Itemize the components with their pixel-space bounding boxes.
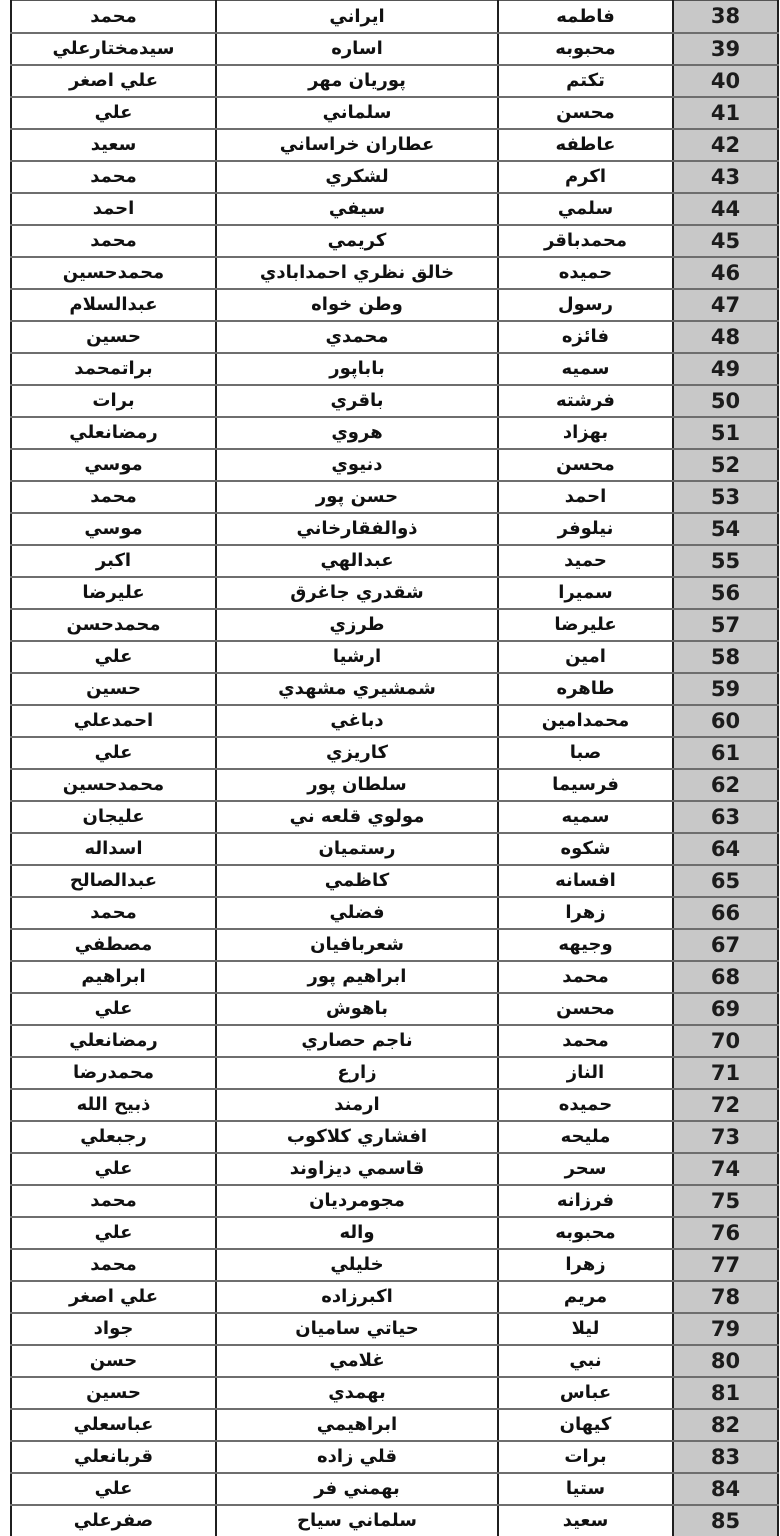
first-name-cell: احمد bbox=[498, 481, 673, 513]
first-name-cell: نيلوفر bbox=[498, 513, 673, 545]
last-name-cell: اساره bbox=[216, 33, 498, 65]
father-name-cell: اسداله bbox=[11, 833, 216, 865]
father-name-cell: حسين bbox=[11, 1377, 216, 1409]
table-row bbox=[11, 481, 778, 513]
first-name-cell: عليرضا bbox=[498, 609, 673, 641]
father-name-cell: جواد bbox=[11, 1313, 216, 1345]
first-name-cell: مليحه bbox=[498, 1121, 673, 1153]
last-name-cell: شمشيري مشهدي bbox=[216, 673, 498, 705]
row-number-cell: 84 bbox=[673, 1473, 778, 1505]
last-name-cell: خليلي bbox=[216, 1249, 498, 1281]
last-name-cell: طرزي bbox=[216, 609, 498, 641]
father-name-cell: محمد bbox=[11, 897, 216, 929]
father-name-cell: ذبيح الله bbox=[11, 1089, 216, 1121]
table-row bbox=[11, 1473, 778, 1505]
first-name-cell: سعيد bbox=[498, 1505, 673, 1536]
first-name-cell: تكتم bbox=[498, 65, 673, 97]
table-row bbox=[11, 1185, 778, 1217]
father-name-cell: براتمحمد bbox=[11, 353, 216, 385]
table-row bbox=[11, 1281, 778, 1313]
last-name-cell: رستميان bbox=[216, 833, 498, 865]
row-number-cell: 40 bbox=[673, 65, 778, 97]
father-name-cell: حسين bbox=[11, 321, 216, 353]
row-number-cell: 74 bbox=[673, 1153, 778, 1185]
first-name-cell: عباس bbox=[498, 1377, 673, 1409]
last-name-cell: خالق نظري احمدابادي bbox=[216, 257, 498, 289]
row-number-cell: 59 bbox=[673, 673, 778, 705]
table-row bbox=[11, 737, 778, 769]
table-row bbox=[11, 1089, 778, 1121]
table-row bbox=[11, 449, 778, 481]
row-number-cell: 75 bbox=[673, 1185, 778, 1217]
first-name-cell: محسن bbox=[498, 449, 673, 481]
table-row bbox=[11, 1409, 778, 1441]
father-name-cell: عليجان bbox=[11, 801, 216, 833]
first-name-cell: محمدامين bbox=[498, 705, 673, 737]
row-number-cell: 71 bbox=[673, 1057, 778, 1089]
last-name-cell: اكبرزاده bbox=[216, 1281, 498, 1313]
last-name-cell: محمدي bbox=[216, 321, 498, 353]
table-row bbox=[11, 1025, 778, 1057]
first-name-cell: طاهره bbox=[498, 673, 673, 705]
first-name-cell: كيهان bbox=[498, 1409, 673, 1441]
row-number-cell: 64 bbox=[673, 833, 778, 865]
row-number-cell: 79 bbox=[673, 1313, 778, 1345]
father-name-cell: مصطفي bbox=[11, 929, 216, 961]
row-number-cell: 69 bbox=[673, 993, 778, 1025]
first-name-cell: وجيهه bbox=[498, 929, 673, 961]
last-name-cell: شعربافيان bbox=[216, 929, 498, 961]
table-row bbox=[11, 289, 778, 321]
father-name-cell: علي اصغر bbox=[11, 1281, 216, 1313]
last-name-cell: ذوالفقارخاني bbox=[216, 513, 498, 545]
father-name-cell: حسن bbox=[11, 1345, 216, 1377]
first-name-cell: فرشته bbox=[498, 385, 673, 417]
last-name-cell: بهمني فر bbox=[216, 1473, 498, 1505]
table-row bbox=[11, 1, 778, 33]
table-row bbox=[11, 609, 778, 641]
table-row bbox=[11, 641, 778, 673]
father-name-cell: علي bbox=[11, 1217, 216, 1249]
first-name-cell: افسانه bbox=[498, 865, 673, 897]
father-name-cell: محمدحسين bbox=[11, 257, 216, 289]
father-name-cell: عبدالصالح bbox=[11, 865, 216, 897]
table-row bbox=[11, 193, 778, 225]
last-name-cell: باهوش bbox=[216, 993, 498, 1025]
father-name-cell: قربانعلي bbox=[11, 1441, 216, 1473]
row-number-cell: 38 bbox=[673, 1, 778, 33]
last-name-cell: سلماني سياح bbox=[216, 1505, 498, 1536]
table-row bbox=[11, 673, 778, 705]
father-name-cell: رجبعلي bbox=[11, 1121, 216, 1153]
table-row bbox=[11, 929, 778, 961]
row-number-cell: 54 bbox=[673, 513, 778, 545]
first-name-cell: سميه bbox=[498, 801, 673, 833]
table-row bbox=[11, 801, 778, 833]
father-name-cell: عليرضا bbox=[11, 577, 216, 609]
last-name-cell: افشاري كلاكوب bbox=[216, 1121, 498, 1153]
table-row bbox=[11, 353, 778, 385]
father-name-cell: موسي bbox=[11, 449, 216, 481]
father-name-cell: محمدحسين bbox=[11, 769, 216, 801]
row-number-cell: 53 bbox=[673, 481, 778, 513]
first-name-cell: حميد bbox=[498, 545, 673, 577]
last-name-cell: حسن پور bbox=[216, 481, 498, 513]
row-number-cell: 43 bbox=[673, 161, 778, 193]
table-row bbox=[11, 385, 778, 417]
row-number-cell: 78 bbox=[673, 1281, 778, 1313]
row-number-cell: 47 bbox=[673, 289, 778, 321]
first-name-cell: محمد bbox=[498, 1025, 673, 1057]
last-name-cell: غلامي bbox=[216, 1345, 498, 1377]
table-row bbox=[11, 1057, 778, 1089]
last-name-cell: دنيوي bbox=[216, 449, 498, 481]
table-row bbox=[11, 1505, 778, 1536]
last-name-cell: بهمدي bbox=[216, 1377, 498, 1409]
last-name-cell: ارشيا bbox=[216, 641, 498, 673]
last-name-cell: قلي زاده bbox=[216, 1441, 498, 1473]
first-name-cell: محسن bbox=[498, 993, 673, 1025]
row-number-cell: 67 bbox=[673, 929, 778, 961]
row-number-cell: 76 bbox=[673, 1217, 778, 1249]
first-name-cell: سحر bbox=[498, 1153, 673, 1185]
table-row bbox=[11, 1249, 778, 1281]
last-name-cell: ايراني bbox=[216, 1, 498, 33]
father-name-cell: رمضانعلي bbox=[11, 417, 216, 449]
row-number-cell: 70 bbox=[673, 1025, 778, 1057]
row-number-cell: 46 bbox=[673, 257, 778, 289]
father-name-cell: برات bbox=[11, 385, 216, 417]
last-name-cell: ناجم حصاري bbox=[216, 1025, 498, 1057]
first-name-cell: سميه bbox=[498, 353, 673, 385]
row-number-cell: 61 bbox=[673, 737, 778, 769]
first-name-cell: ستيا bbox=[498, 1473, 673, 1505]
first-name-cell: محسن bbox=[498, 97, 673, 129]
table-row bbox=[11, 1217, 778, 1249]
last-name-cell: دباغي bbox=[216, 705, 498, 737]
row-number-cell: 39 bbox=[673, 33, 778, 65]
row-number-cell: 44 bbox=[673, 193, 778, 225]
row-number-cell: 51 bbox=[673, 417, 778, 449]
first-name-cell: زهرا bbox=[498, 1249, 673, 1281]
row-number-cell: 58 bbox=[673, 641, 778, 673]
row-number-cell: 50 bbox=[673, 385, 778, 417]
last-name-cell: لشكري bbox=[216, 161, 498, 193]
row-number-cell: 82 bbox=[673, 1409, 778, 1441]
father-name-cell: صفرعلي bbox=[11, 1505, 216, 1536]
father-name-cell: علي bbox=[11, 1153, 216, 1185]
row-number-cell: 41 bbox=[673, 97, 778, 129]
father-name-cell: محمد bbox=[11, 225, 216, 257]
father-name-cell: محمد bbox=[11, 1185, 216, 1217]
last-name-cell: مولوي قلعه ني bbox=[216, 801, 498, 833]
father-name-cell: عبدالسلام bbox=[11, 289, 216, 321]
father-name-cell: اكبر bbox=[11, 545, 216, 577]
father-name-cell: موسي bbox=[11, 513, 216, 545]
first-name-cell: محبوبه bbox=[498, 33, 673, 65]
first-name-cell: سميرا bbox=[498, 577, 673, 609]
table-row bbox=[11, 513, 778, 545]
table-row bbox=[11, 545, 778, 577]
table-row bbox=[11, 705, 778, 737]
father-name-cell: سعيد bbox=[11, 129, 216, 161]
row-number-cell: 68 bbox=[673, 961, 778, 993]
row-number-cell: 60 bbox=[673, 705, 778, 737]
first-name-cell: حميده bbox=[498, 1089, 673, 1121]
father-name-cell: علي bbox=[11, 993, 216, 1025]
table-row bbox=[11, 161, 778, 193]
father-name-cell: محمدحسن bbox=[11, 609, 216, 641]
table-row bbox=[11, 833, 778, 865]
first-name-cell: حميده bbox=[498, 257, 673, 289]
row-number-cell: 63 bbox=[673, 801, 778, 833]
first-name-cell: فرسيما bbox=[498, 769, 673, 801]
first-name-cell: رسول bbox=[498, 289, 673, 321]
first-name-cell: بهزاد bbox=[498, 417, 673, 449]
row-number-cell: 56 bbox=[673, 577, 778, 609]
row-number-cell: 65 bbox=[673, 865, 778, 897]
first-name-cell: نبي bbox=[498, 1345, 673, 1377]
table-row bbox=[11, 97, 778, 129]
last-name-cell: شقدري جاغرق bbox=[216, 577, 498, 609]
last-name-cell: سيفي bbox=[216, 193, 498, 225]
table-row bbox=[11, 961, 778, 993]
father-name-cell: علي bbox=[11, 737, 216, 769]
last-name-cell: باباپور bbox=[216, 353, 498, 385]
row-number-cell: 85 bbox=[673, 1505, 778, 1536]
row-number-cell: 83 bbox=[673, 1441, 778, 1473]
table-row bbox=[11, 129, 778, 161]
father-name-cell: محمد bbox=[11, 1, 216, 33]
table-row bbox=[11, 257, 778, 289]
father-name-cell: محمد bbox=[11, 1249, 216, 1281]
father-name-cell: علي اصغر bbox=[11, 65, 216, 97]
last-name-cell: وطن خواه bbox=[216, 289, 498, 321]
father-name-cell: علي bbox=[11, 641, 216, 673]
row-number-cell: 66 bbox=[673, 897, 778, 929]
father-name-cell: محمدرضا bbox=[11, 1057, 216, 1089]
first-name-cell: محمد bbox=[498, 961, 673, 993]
last-name-cell: قاسمي ديزاوند bbox=[216, 1153, 498, 1185]
row-number-cell: 55 bbox=[673, 545, 778, 577]
table-row bbox=[11, 1441, 778, 1473]
first-name-cell: سلمي bbox=[498, 193, 673, 225]
table-row bbox=[11, 897, 778, 929]
father-name-cell: عباسعلي bbox=[11, 1409, 216, 1441]
last-name-cell: عبدالهي bbox=[216, 545, 498, 577]
table-row bbox=[11, 1377, 778, 1409]
father-name-cell: حسين bbox=[11, 673, 216, 705]
last-name-cell: كاظمي bbox=[216, 865, 498, 897]
first-name-cell: ليلا bbox=[498, 1313, 673, 1345]
table-row bbox=[11, 225, 778, 257]
first-name-cell: الناز bbox=[498, 1057, 673, 1089]
row-number-cell: 52 bbox=[673, 449, 778, 481]
first-name-cell: فائزه bbox=[498, 321, 673, 353]
first-name-cell: فاطمه bbox=[498, 1, 673, 33]
table-row bbox=[11, 865, 778, 897]
row-number-cell: 49 bbox=[673, 353, 778, 385]
last-name-cell: باقري bbox=[216, 385, 498, 417]
table-row bbox=[11, 1345, 778, 1377]
row-number-cell: 57 bbox=[673, 609, 778, 641]
row-number-cell: 73 bbox=[673, 1121, 778, 1153]
table-row bbox=[11, 33, 778, 65]
table-row bbox=[11, 65, 778, 97]
table-row bbox=[11, 1121, 778, 1153]
table-row bbox=[11, 321, 778, 353]
first-name-cell: شكوه bbox=[498, 833, 673, 865]
last-name-cell: زارع bbox=[216, 1057, 498, 1089]
first-name-cell: برات bbox=[498, 1441, 673, 1473]
table-row bbox=[11, 993, 778, 1025]
table-row bbox=[11, 1313, 778, 1345]
row-number-cell: 80 bbox=[673, 1345, 778, 1377]
row-number-cell: 77 bbox=[673, 1249, 778, 1281]
first-name-cell: زهرا bbox=[498, 897, 673, 929]
last-name-cell: پوريان مهر bbox=[216, 65, 498, 97]
father-name-cell: احمدعلي bbox=[11, 705, 216, 737]
father-name-cell: محمد bbox=[11, 481, 216, 513]
first-name-cell: مريم bbox=[498, 1281, 673, 1313]
last-name-cell: واله bbox=[216, 1217, 498, 1249]
last-name-cell: سلطان پور bbox=[216, 769, 498, 801]
father-name-cell: ابراهيم bbox=[11, 961, 216, 993]
table-row bbox=[11, 577, 778, 609]
last-name-cell: حياتي ساميان bbox=[216, 1313, 498, 1345]
row-number-cell: 62 bbox=[673, 769, 778, 801]
first-name-cell: اكرم bbox=[498, 161, 673, 193]
father-name-cell: سيدمختارعلي bbox=[11, 33, 216, 65]
first-name-cell: محبوبه bbox=[498, 1217, 673, 1249]
row-number-cell: 72 bbox=[673, 1089, 778, 1121]
table-row bbox=[11, 769, 778, 801]
last-name-cell: هروي bbox=[216, 417, 498, 449]
last-name-cell: ابراهيم پور bbox=[216, 961, 498, 993]
row-number-cell: 81 bbox=[673, 1377, 778, 1409]
row-number-cell: 45 bbox=[673, 225, 778, 257]
row-number-cell: 42 bbox=[673, 129, 778, 161]
table-row bbox=[11, 1153, 778, 1185]
table-row bbox=[11, 417, 778, 449]
names-table bbox=[10, 0, 779, 1536]
row-number-cell: 48 bbox=[673, 321, 778, 353]
last-name-cell: فضلي bbox=[216, 897, 498, 929]
father-name-cell: احمد bbox=[11, 193, 216, 225]
father-name-cell: محمد bbox=[11, 161, 216, 193]
father-name-cell: رمضانعلي bbox=[11, 1025, 216, 1057]
father-name-cell: علي bbox=[11, 97, 216, 129]
last-name-cell: مجومرديان bbox=[216, 1185, 498, 1217]
first-name-cell: فرزانه bbox=[498, 1185, 673, 1217]
last-name-cell: كريمي bbox=[216, 225, 498, 257]
first-name-cell: عاطفه bbox=[498, 129, 673, 161]
first-name-cell: محمدباقر bbox=[498, 225, 673, 257]
last-name-cell: ارمند bbox=[216, 1089, 498, 1121]
last-name-cell: كاريزي bbox=[216, 737, 498, 769]
first-name-cell: صبا bbox=[498, 737, 673, 769]
table-body bbox=[11, 1, 778, 1536]
first-name-cell: امين bbox=[498, 641, 673, 673]
father-name-cell: علي bbox=[11, 1473, 216, 1505]
last-name-cell: سلماني bbox=[216, 97, 498, 129]
last-name-cell: ابراهيمي bbox=[216, 1409, 498, 1441]
last-name-cell: عطاران خراساني bbox=[216, 129, 498, 161]
